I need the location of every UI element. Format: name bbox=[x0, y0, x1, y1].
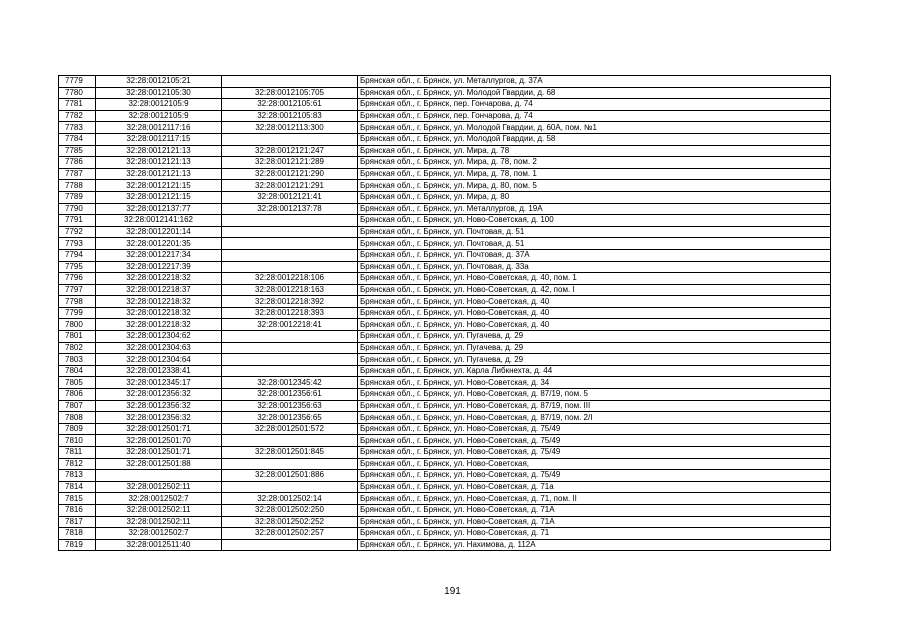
land-cadastral-cell: 32:28:0012502:11 bbox=[96, 481, 222, 493]
address-cell: Брянская обл., г. Брянск, ул. Ново-Советская, д. 87/19, пом. 5 bbox=[358, 389, 831, 401]
row-number-cell: 7819 bbox=[59, 539, 96, 551]
table-row bbox=[59, 504, 831, 516]
address-cell: Брянская обл., г. Брянск, ул. Ново-Советская, д. 71а bbox=[358, 481, 831, 493]
land-cadastral-cell: 32:28:0012502:11 bbox=[96, 504, 222, 516]
table-row bbox=[59, 273, 831, 285]
object-cadastral-cell: 32:28:0012501:572 bbox=[222, 423, 358, 435]
row-number-cell: 7815 bbox=[59, 493, 96, 505]
row-number-cell: 7798 bbox=[59, 296, 96, 308]
address-cell: Брянская обл., г. Брянск, ул. Ново-Советская, д. 71 bbox=[358, 528, 831, 540]
table-row bbox=[59, 539, 831, 551]
object-cadastral-cell bbox=[222, 76, 358, 88]
row-number-cell: 7812 bbox=[59, 458, 96, 470]
object-cadastral-cell: 32:28:0012105:83 bbox=[222, 110, 358, 122]
table-row bbox=[59, 180, 831, 192]
page-number: 191 bbox=[444, 586, 461, 597]
row-number-cell: 7800 bbox=[59, 319, 96, 331]
land-cadastral-cell: 32:28:0012105:21 bbox=[96, 76, 222, 88]
object-cadastral-cell: 32:28:0012501:845 bbox=[222, 447, 358, 459]
address-cell: Брянская обл., г. Брянск, ул. Ново-Советская, д. 71, пом. II bbox=[358, 493, 831, 505]
object-cadastral-cell: 32:28:0012218:106 bbox=[222, 273, 358, 285]
row-number-cell: 7779 bbox=[59, 76, 96, 88]
row-number-cell: 7807 bbox=[59, 400, 96, 412]
row-number-cell: 7788 bbox=[59, 180, 96, 192]
land-cadastral-cell: 32:28:0012117:16 bbox=[96, 122, 222, 134]
object-cadastral-cell bbox=[222, 238, 358, 250]
object-cadastral-cell: 32:28:0012218:392 bbox=[222, 296, 358, 308]
table-row bbox=[59, 307, 831, 319]
land-cadastral-cell: 32:28:0012105:9 bbox=[96, 99, 222, 111]
row-number-cell: 7816 bbox=[59, 504, 96, 516]
object-cadastral-cell: 32:28:0012121:291 bbox=[222, 180, 358, 192]
address-cell: Брянская обл., г. Брянск, ул. Мира, д. 78 bbox=[358, 145, 831, 157]
object-cadastral-cell: 32:28:0012356:61 bbox=[222, 389, 358, 401]
table-row bbox=[59, 319, 831, 331]
land-cadastral-cell: 32:28:0012304:64 bbox=[96, 354, 222, 366]
object-cadastral-cell bbox=[222, 331, 358, 343]
object-cadastral-cell: 32:28:0012502:252 bbox=[222, 516, 358, 528]
address-cell: Брянская обл., г. Брянск, ул. Молодой Гвардии, д. 68 bbox=[358, 87, 831, 99]
address-cell: Брянская обл., г. Брянск, ул. Ново-Советская, д. 71А bbox=[358, 516, 831, 528]
address-cell: Брянская обл., г. Брянск, ул. Молодой Гвардии, д. 60А, пом. №1 bbox=[358, 122, 831, 134]
land-cadastral-cell: 32:28:0012338:41 bbox=[96, 365, 222, 377]
object-cadastral-cell bbox=[222, 458, 358, 470]
table-row bbox=[59, 76, 831, 88]
table-row bbox=[59, 470, 831, 482]
address-cell: Брянская обл., г. Брянск, ул. Мира, д. 78, пом. 1 bbox=[358, 168, 831, 180]
address-cell: Брянская обл., г. Брянск, ул. Ново-Советская, д. 40 bbox=[358, 307, 831, 319]
object-cadastral-cell bbox=[222, 215, 358, 227]
row-number-cell: 7791 bbox=[59, 215, 96, 227]
table-row bbox=[59, 238, 831, 250]
row-number-cell: 7804 bbox=[59, 365, 96, 377]
address-cell: Брянская обл., г. Брянск, ул. Почтовая, д. 33а bbox=[358, 261, 831, 273]
table-row bbox=[59, 157, 831, 169]
table-row bbox=[59, 354, 831, 366]
object-cadastral-cell: 32:28:0012113:300 bbox=[222, 122, 358, 134]
table-body bbox=[59, 76, 831, 551]
row-number-cell: 7803 bbox=[59, 354, 96, 366]
table-row bbox=[59, 168, 831, 180]
address-cell: Брянская обл., г. Брянск, ул. Ново-Советская, bbox=[358, 458, 831, 470]
land-cadastral-cell: 32:28:0012511:40 bbox=[96, 539, 222, 551]
row-number-cell: 7811 bbox=[59, 447, 96, 459]
row-number-cell: 7793 bbox=[59, 238, 96, 250]
address-cell: Брянская обл., г. Брянск, ул. Ново-Советская, д. 40 bbox=[358, 296, 831, 308]
address-cell: Брянская обл., г. Брянск, ул. Ново-Советская, д. 71А bbox=[358, 504, 831, 516]
address-cell: Брянская обл., г. Брянск, пер. Гончарова, д. 74 bbox=[358, 110, 831, 122]
land-cadastral-cell: 32:28:0012304:63 bbox=[96, 342, 222, 354]
row-number-cell: 7799 bbox=[59, 307, 96, 319]
object-cadastral-cell: 32:28:0012501:886 bbox=[222, 470, 358, 482]
row-number-cell: 7783 bbox=[59, 122, 96, 134]
address-cell: Брянская обл., г. Брянск, ул. Ново-Советская, д. 40 bbox=[358, 319, 831, 331]
land-cadastral-cell: 32:28:0012356:32 bbox=[96, 412, 222, 424]
table-row bbox=[59, 87, 831, 99]
object-cadastral-cell: 32:28:0012105:705 bbox=[222, 87, 358, 99]
object-cadastral-cell: 32:28:0012502:14 bbox=[222, 493, 358, 505]
row-number-cell: 7809 bbox=[59, 423, 96, 435]
land-cadastral-cell: 32:28:0012218:32 bbox=[96, 307, 222, 319]
row-number-cell: 7810 bbox=[59, 435, 96, 447]
object-cadastral-cell: 32:28:0012502:257 bbox=[222, 528, 358, 540]
table-row bbox=[59, 133, 831, 145]
object-cadastral-cell: 32:28:0012345:42 bbox=[222, 377, 358, 389]
address-cell: Брянская обл., г. Брянск, ул. Ново-Советская, д. 42, пом. I bbox=[358, 284, 831, 296]
object-cadastral-cell bbox=[222, 226, 358, 238]
row-number-cell: 7818 bbox=[59, 528, 96, 540]
object-cadastral-cell: 32:28:0012218:163 bbox=[222, 284, 358, 296]
table-row bbox=[59, 365, 831, 377]
land-cadastral-cell: 32:28:0012121:13 bbox=[96, 145, 222, 157]
row-number-cell: 7814 bbox=[59, 481, 96, 493]
address-cell: Брянская обл., г. Брянск, ул. Пугачева, д. 29 bbox=[358, 354, 831, 366]
address-cell: Брянская обл., г. Брянск, ул. Мира, д. 78, пом. 2 bbox=[358, 157, 831, 169]
land-cadastral-cell: 32:28:0012141:162 bbox=[96, 215, 222, 227]
address-cell: Брянская обл., г. Брянск, ул. Ново-Советская, д. 40, пом. 1 bbox=[358, 273, 831, 285]
land-cadastral-cell: 32:28:0012502:7 bbox=[96, 493, 222, 505]
land-cadastral-cell: 32:28:0012502:11 bbox=[96, 516, 222, 528]
land-cadastral-cell: 32:28:0012217:39 bbox=[96, 261, 222, 273]
row-number-cell: 7797 bbox=[59, 284, 96, 296]
table-row bbox=[59, 458, 831, 470]
land-cadastral-cell: 32:28:0012137:77 bbox=[96, 203, 222, 215]
row-number-cell: 7806 bbox=[59, 389, 96, 401]
table-row bbox=[59, 377, 831, 389]
address-cell: Брянская обл., г. Брянск, ул. Металлургов, д. 19А bbox=[358, 203, 831, 215]
row-number-cell: 7805 bbox=[59, 377, 96, 389]
table-row bbox=[59, 481, 831, 493]
land-cadastral-cell: 32:28:0012501:70 bbox=[96, 435, 222, 447]
row-number-cell: 7817 bbox=[59, 516, 96, 528]
address-cell: Брянская обл., г. Брянск, ул. Мира, д. 80, пом. 5 bbox=[358, 180, 831, 192]
table-row bbox=[59, 191, 831, 203]
table-row bbox=[59, 215, 831, 227]
address-cell: Брянская обл., г. Брянск, ул. Молодой Гвардии, д. 58 bbox=[358, 133, 831, 145]
registry-table bbox=[58, 75, 831, 551]
address-cell: Брянская обл., г. Брянск, ул. Почтовая, д. 37А bbox=[358, 249, 831, 261]
row-number-cell: 7802 bbox=[59, 342, 96, 354]
land-cadastral-cell: 32:28:0012121:15 bbox=[96, 191, 222, 203]
row-number-cell: 7794 bbox=[59, 249, 96, 261]
object-cadastral-cell: 32:28:0012121:290 bbox=[222, 168, 358, 180]
object-cadastral-cell: 32:28:0012218:41 bbox=[222, 319, 358, 331]
table-row bbox=[59, 342, 831, 354]
row-number-cell: 7784 bbox=[59, 133, 96, 145]
table-row bbox=[59, 261, 831, 273]
land-cadastral-cell: 32:28:0012356:32 bbox=[96, 400, 222, 412]
address-cell: Брянская обл., г. Брянск, ул. Металлургов, д. 37А bbox=[358, 76, 831, 88]
address-cell: Брянская обл., г. Брянск, ул. Ново-Советская, д. 87/19, пом. III bbox=[358, 400, 831, 412]
table-row bbox=[59, 400, 831, 412]
table-row bbox=[59, 99, 831, 111]
object-cadastral-cell bbox=[222, 481, 358, 493]
object-cadastral-cell: 32:28:0012356:63 bbox=[222, 400, 358, 412]
table-row bbox=[59, 412, 831, 424]
address-cell: Брянская обл., г. Брянск, ул. Пугачева, д. 29 bbox=[358, 342, 831, 354]
address-cell: Брянская обл., г. Брянск, ул. Пугачева, д. 29 bbox=[358, 331, 831, 343]
row-number-cell: 7782 bbox=[59, 110, 96, 122]
object-cadastral-cell bbox=[222, 365, 358, 377]
row-number-cell: 7787 bbox=[59, 168, 96, 180]
row-number-cell: 7780 bbox=[59, 87, 96, 99]
object-cadastral-cell: 32:28:0012105:61 bbox=[222, 99, 358, 111]
land-cadastral-cell: 32:28:0012501:88 bbox=[96, 458, 222, 470]
row-number-cell: 7790 bbox=[59, 203, 96, 215]
object-cadastral-cell bbox=[222, 342, 358, 354]
row-number-cell: 7786 bbox=[59, 157, 96, 169]
land-cadastral-cell: 32:28:0012501:71 bbox=[96, 447, 222, 459]
land-cadastral-cell: 32:28:0012218:37 bbox=[96, 284, 222, 296]
address-cell: Брянская обл., г. Брянск, ул. Мира, д. 80 bbox=[358, 191, 831, 203]
object-cadastral-cell: 32:28:0012121:247 bbox=[222, 145, 358, 157]
object-cadastral-cell bbox=[222, 261, 358, 273]
table-row bbox=[59, 389, 831, 401]
row-number-cell: 7795 bbox=[59, 261, 96, 273]
land-cadastral-cell: 32:28:0012105:30 bbox=[96, 87, 222, 99]
row-number-cell: 7813 bbox=[59, 470, 96, 482]
land-cadastral-cell: 32:28:0012217:34 bbox=[96, 249, 222, 261]
table-row bbox=[59, 493, 831, 505]
object-cadastral-cell: 32:28:0012502:250 bbox=[222, 504, 358, 516]
land-cadastral-cell: 32:28:0012218:32 bbox=[96, 273, 222, 285]
land-cadastral-cell: 32:28:0012218:32 bbox=[96, 296, 222, 308]
address-cell: Брянская обл., г. Брянск, ул. Ново-Советская, д. 75/49 bbox=[358, 470, 831, 482]
row-number-cell: 7789 bbox=[59, 191, 96, 203]
land-cadastral-cell: 32:28:0012501:71 bbox=[96, 423, 222, 435]
row-number-cell: 7785 bbox=[59, 145, 96, 157]
object-cadastral-cell bbox=[222, 539, 358, 551]
table-row bbox=[59, 447, 831, 459]
address-cell: Брянская обл., г. Брянск, ул. Ново-Советская, д. 100 bbox=[358, 215, 831, 227]
table-row bbox=[59, 516, 831, 528]
object-cadastral-cell bbox=[222, 435, 358, 447]
address-cell: Брянская обл., г. Брянск, ул. Ново-Советская, д. 75/49 bbox=[358, 435, 831, 447]
address-cell: Брянская обл., г. Брянск, ул. Почтовая, д. 51 bbox=[358, 238, 831, 250]
table-row bbox=[59, 331, 831, 343]
land-cadastral-cell: 32:28:0012304:62 bbox=[96, 331, 222, 343]
address-cell: Брянская обл., г. Брянск, ул. Ново-Советская, д. 75/49 bbox=[358, 423, 831, 435]
table-row bbox=[59, 226, 831, 238]
object-cadastral-cell: 32:28:0012137:78 bbox=[222, 203, 358, 215]
object-cadastral-cell: 32:28:0012356:65 bbox=[222, 412, 358, 424]
table-row bbox=[59, 249, 831, 261]
land-cadastral-cell: 32:28:0012201:14 bbox=[96, 226, 222, 238]
land-cadastral-cell: 32:28:0012117:15 bbox=[96, 133, 222, 145]
address-cell: Брянская обл., г. Брянск, пер. Гончарова, д. 74 bbox=[358, 99, 831, 111]
address-cell: Брянская обл., г. Брянск, ул. Ново-Советская, д. 34 bbox=[358, 377, 831, 389]
object-cadastral-cell: 32:28:0012121:289 bbox=[222, 157, 358, 169]
table-row bbox=[59, 284, 831, 296]
row-number-cell: 7781 bbox=[59, 99, 96, 111]
address-cell: Брянская обл., г. Брянск, ул. Карла Либкнехта, д. 44 bbox=[358, 365, 831, 377]
row-number-cell: 7796 bbox=[59, 273, 96, 285]
object-cadastral-cell bbox=[222, 354, 358, 366]
table-row bbox=[59, 435, 831, 447]
land-cadastral-cell: 32:28:0012121:13 bbox=[96, 168, 222, 180]
address-cell: Брянская обл., г. Брянск, ул. Ново-Советская, д. 75/49 bbox=[358, 447, 831, 459]
table-row bbox=[59, 296, 831, 308]
table-row bbox=[59, 145, 831, 157]
land-cadastral-cell bbox=[96, 470, 222, 482]
land-cadastral-cell: 32:28:0012121:15 bbox=[96, 180, 222, 192]
address-cell: Брянская обл., г. Брянск, ул. Нахимова, д. 112А bbox=[358, 539, 831, 551]
land-cadastral-cell: 32:28:0012502:7 bbox=[96, 528, 222, 540]
address-cell: Брянская обл., г. Брянск, ул. Почтовая, д. 51 bbox=[358, 226, 831, 238]
land-cadastral-cell: 32:28:0012345:17 bbox=[96, 377, 222, 389]
row-number-cell: 7801 bbox=[59, 331, 96, 343]
object-cadastral-cell: 32:28:0012121:41 bbox=[222, 191, 358, 203]
table-row bbox=[59, 423, 831, 435]
land-cadastral-cell: 32:28:0012105:9 bbox=[96, 110, 222, 122]
address-cell: Брянская обл., г. Брянск, ул. Ново-Советская, д. 87/19, пом. 2/I bbox=[358, 412, 831, 424]
row-number-cell: 7792 bbox=[59, 226, 96, 238]
table-row bbox=[59, 528, 831, 540]
table-row bbox=[59, 122, 831, 134]
land-cadastral-cell: 32:28:0012356:32 bbox=[96, 389, 222, 401]
land-cadastral-cell: 32:28:0012201:35 bbox=[96, 238, 222, 250]
land-cadastral-cell: 32:28:0012121:13 bbox=[96, 157, 222, 169]
object-cadastral-cell: 32:28:0012218:393 bbox=[222, 307, 358, 319]
table-row bbox=[59, 203, 831, 215]
row-number-cell: 7808 bbox=[59, 412, 96, 424]
object-cadastral-cell bbox=[222, 133, 358, 145]
object-cadastral-cell bbox=[222, 249, 358, 261]
table-row bbox=[59, 110, 831, 122]
land-cadastral-cell: 32:28:0012218:32 bbox=[96, 319, 222, 331]
